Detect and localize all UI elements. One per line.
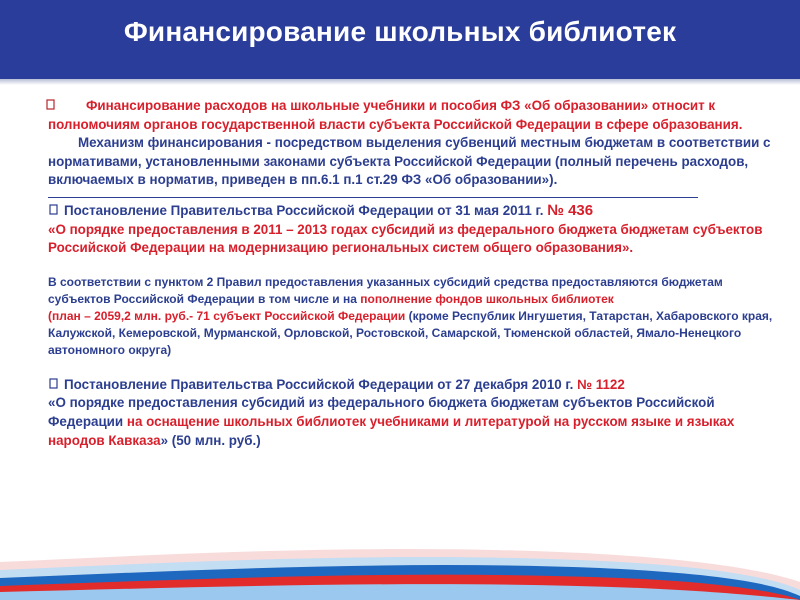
plan-amount: (план – 2059,2 млн. руб.- 71 субъект Российской Федерации [48,308,406,323]
paragraph-subsidy-rules [48,274,776,359]
paragraph-text: (кроме Республик Ингушетия, Татарстан, Хабаровского края, Калужской, Кемеровской, Мурманской, Орловской, Ростовской, Самарской, Тюменской областей, Ямало-Ненецкого автономного округа) [48,308,773,357]
highlight-library-equipment: на оснащение школьных библиотек учебниками и литературой на русском языке и языках народов Кавказа [48,413,735,448]
slide-title: Финансирование школьных библиотек [123,16,677,47]
decree-heading: Постановление Правительства Российской Федерации от 31 мая 2011 г. [64,202,548,218]
checkbox-bullet-icon [48,377,62,390]
title-bar-shadow [0,79,800,85]
highlight-library-funds: пополнение фондов школьных библиотек [360,291,614,306]
slide-content [48,97,776,450]
paragraph-funding-mechanism [48,134,776,190]
decree-2011 [48,202,776,221]
decree-number: № 1122 [577,376,625,392]
paragraph-text: Финансирование расходов на школьные учебники и пособия ФЗ «Об образовании» относит к полномочиям органов государственной власти субъекта Российской Федерации в сфере образования. [48,98,743,132]
decree-heading: Постановление Правительства Российской Федерации от 27 декабря 2010 г. [64,376,578,392]
paragraph-text: В соответствии с пунктом 2 Правил предоставления указанных субсидий средства предоставляются бюджетам субъектов Российской Федерации в том числе и на [48,274,723,306]
divider-line [48,197,698,198]
decree-number: № 436 [547,201,594,219]
decree-amount: » (50 млн. руб.) [160,432,261,448]
paragraph-text: Механизм финансирования - посредством выделения субвенций местным бюджетам в соответствии с нормативами, установленными законами субъекта Российской Федерации (полный перечень расходов, включаемых в норматив, приведен в пп.6.1 п.1 ст.29 ФЗ «Об образовании»). [48,135,771,188]
decree-text: «О порядке предоставления субсидий из федерального бюджета бюджетам субъектов Российской Федерации [48,395,715,429]
decree-2010 [48,376,776,450]
decree-title: «О порядке предоставления в 2011 – 2013 годах субсидий из федерального бюджета бюджетам субъектов Российской Федерации на модернизацию региональных систем общего образования». [48,221,763,256]
checkbox-bullet-icon [48,203,62,216]
paragraph-funding-competence [48,97,776,134]
decorative-waves [0,510,800,600]
checkbox-bullet-icon [44,98,58,111]
